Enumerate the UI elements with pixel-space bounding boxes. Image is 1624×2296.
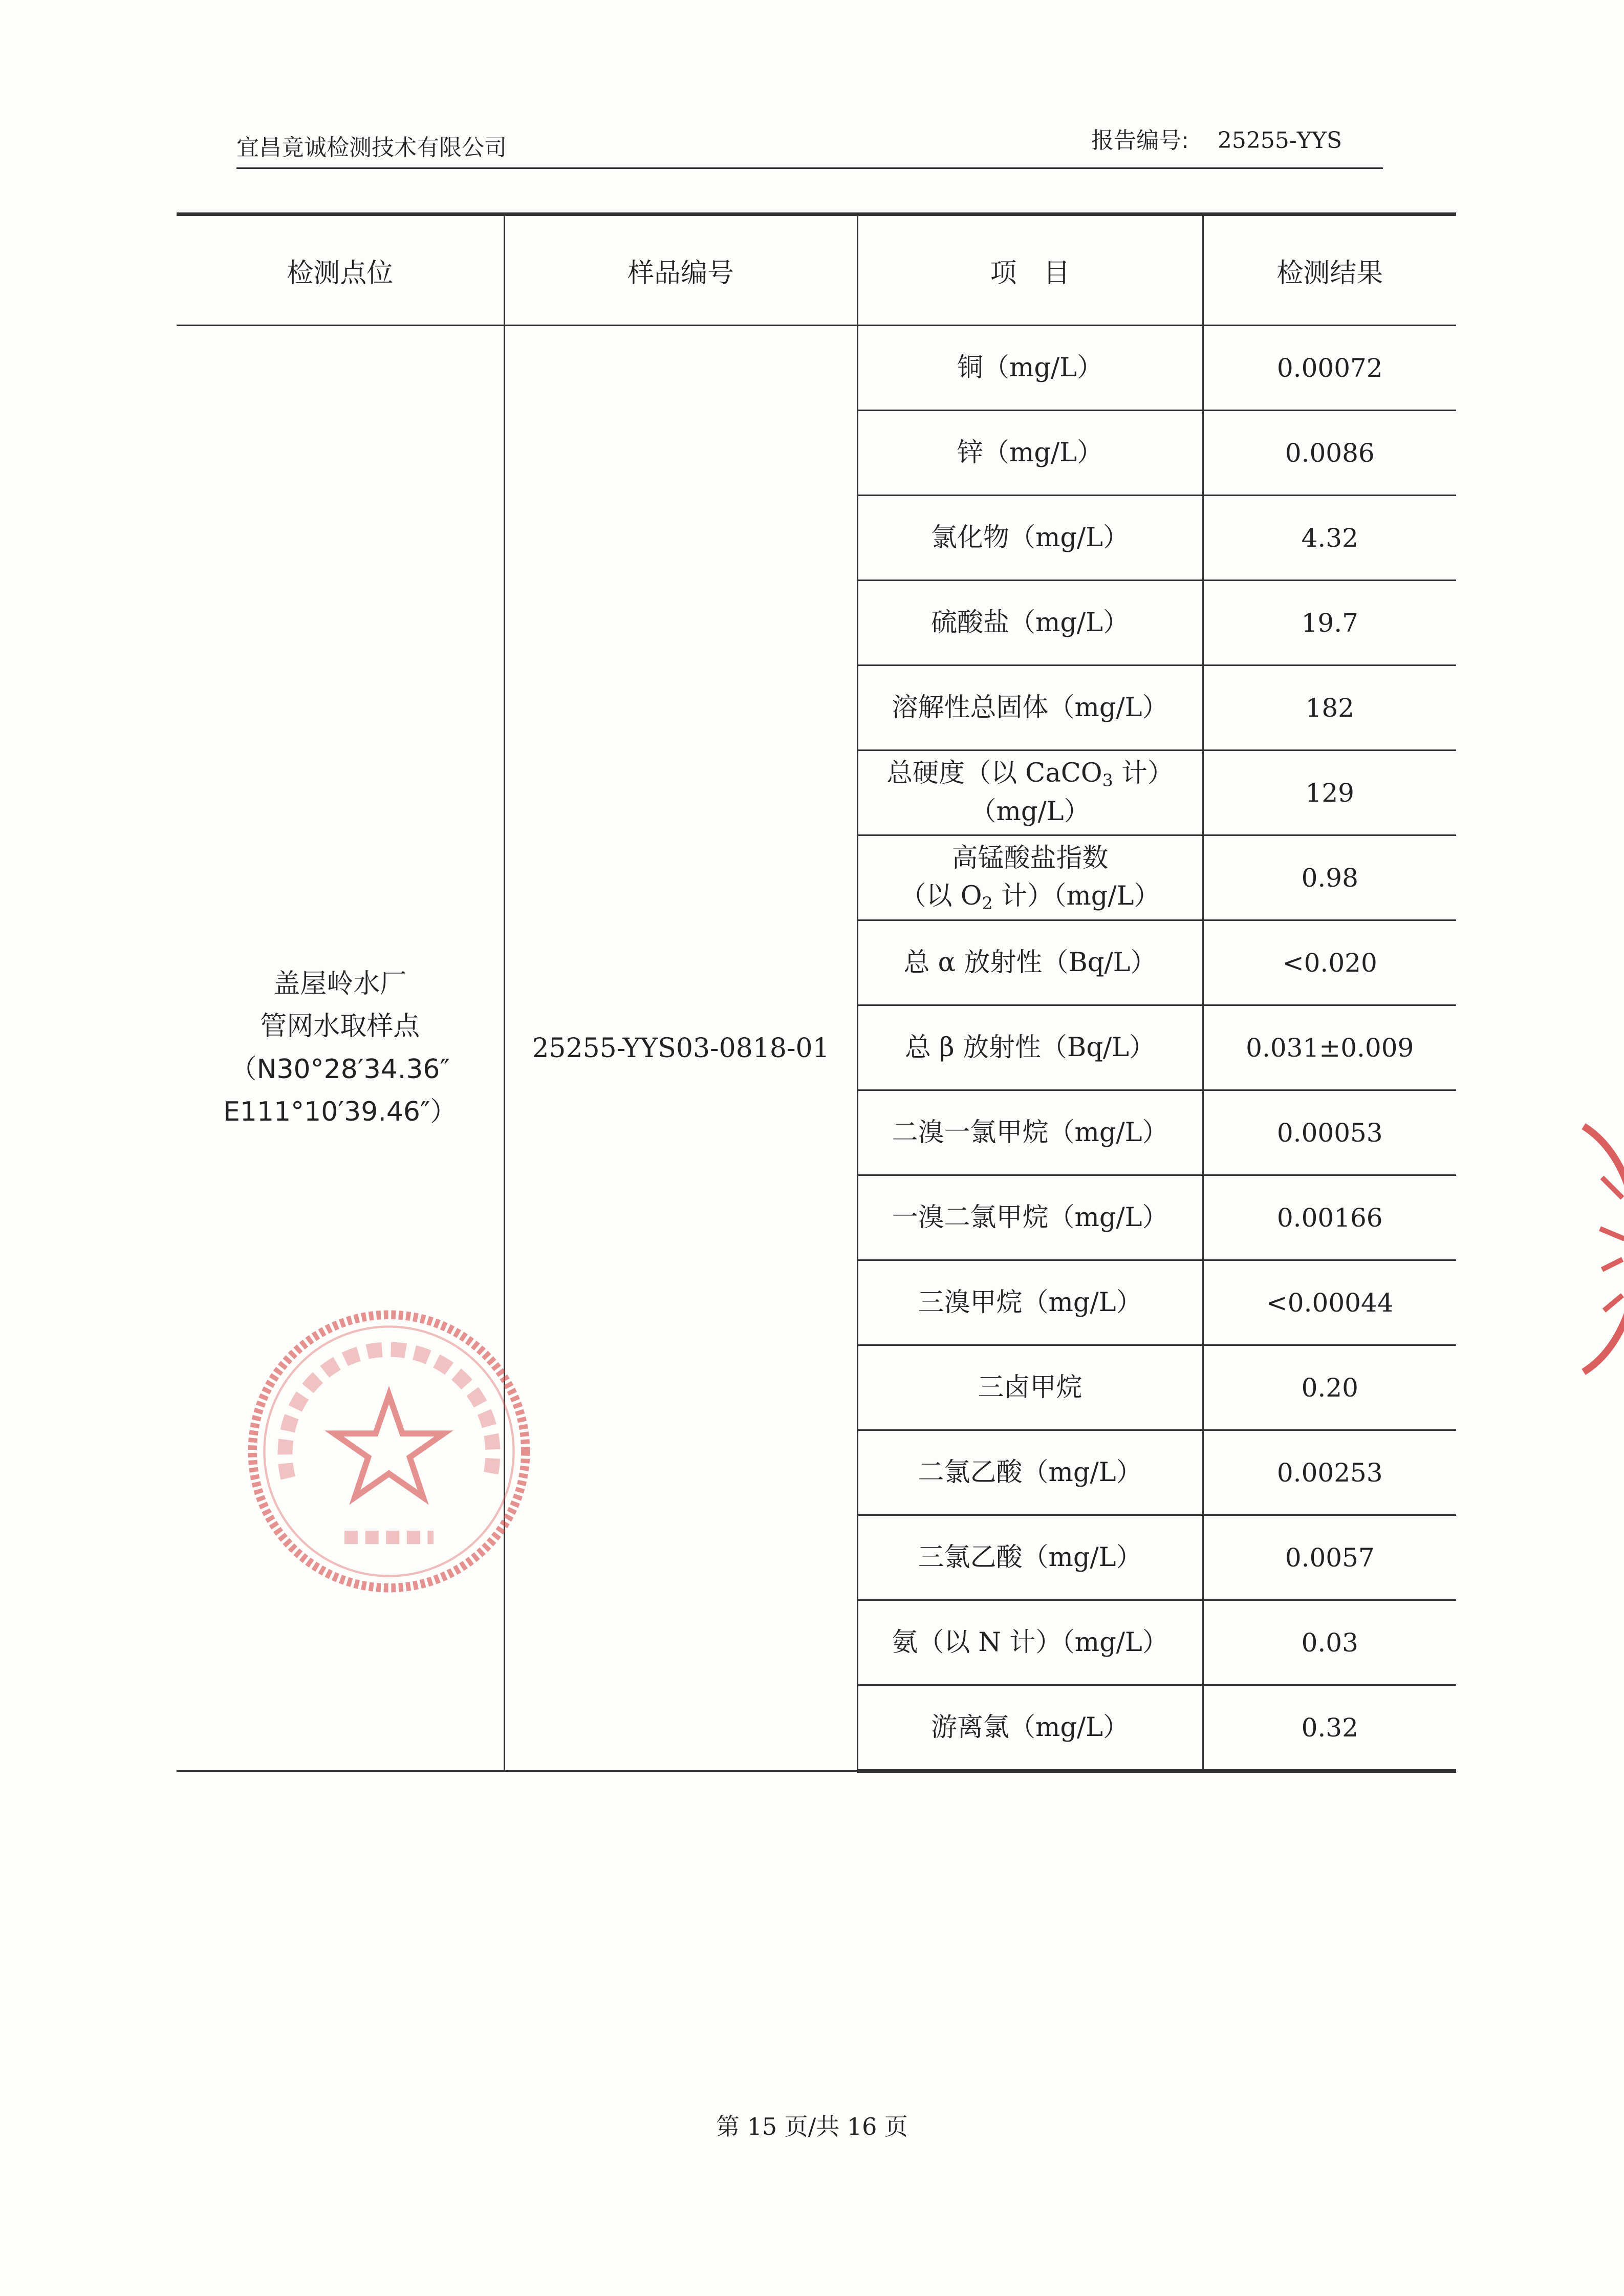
company-name: 宜昌竟诚检测技术有限公司 [236,135,507,161]
item-cell: 二溴一氯甲烷（mg/L） [857,1090,1203,1175]
item-cell [857,835,1203,920]
item-cell: 二氯乙酸（mg/L） [857,1430,1203,1515]
result-cell: 0.20 [1203,1345,1456,1430]
report-number-value: 25255-YYS [1217,127,1342,154]
result-cell: <0.00044 [1203,1260,1456,1345]
result-cell: 0.00072 [1203,326,1456,411]
red-official-seal [241,1303,537,1600]
location-line: E111°10′39.46″） [223,1096,457,1127]
item-cell: 氯化物（mg/L） [857,496,1203,581]
report-number [1091,122,1342,155]
result-cell: 0.03 [1203,1600,1456,1685]
item-cell: 锌（mg/L） [857,411,1203,496]
result-cell: 0.00166 [1203,1175,1456,1260]
result-cell: 129 [1203,750,1456,835]
item-line [864,755,1196,792]
report-number-label: 报告编号: [1091,127,1189,154]
item-line: （mg/L） [970,796,1090,827]
item-cell: 游离氯（mg/L） [857,1685,1203,1771]
item-cell: 溶解性总固体（mg/L） [857,666,1203,750]
item-cell: 氨（以 N 计）（mg/L） [857,1600,1203,1685]
location-line: 管网水取样点 [260,1011,420,1042]
item-text: 计）（mg/L） [992,881,1160,912]
item-subscript: 3 [1102,770,1113,790]
table-header-row [177,214,1456,326]
red-seal-fragment [1582,1116,1624,1382]
item-cell: 总 α 放射性（Bq/L） [857,920,1203,1005]
item-cell [857,750,1203,835]
table-row [177,326,1456,411]
column-header: 项 目 [857,214,1203,326]
page-header [236,128,1383,169]
result-cell: 0.00053 [1203,1090,1456,1175]
item-text: 总硬度（以 CaCO [886,758,1102,789]
result-cell: 0.00253 [1203,1430,1456,1515]
column-header: 检测结果 [1203,214,1456,326]
item-line [864,877,1196,915]
result-cell: 0.031±0.009 [1203,1005,1456,1090]
item-cell: 三卤甲烷 [857,1345,1203,1430]
item-line: 高锰酸盐指数 [951,843,1109,874]
result-cell: 19.7 [1203,581,1456,666]
item-cell: 硫酸盐（mg/L） [857,581,1203,666]
sample-id-cell: 25255-YYS03-0818-01 [504,326,857,1771]
item-text: 计） [1113,758,1174,789]
page-number: 第 15 页/共 16 页 [716,2113,908,2140]
result-cell: 4.32 [1203,496,1456,581]
result-cell: 0.0057 [1203,1515,1456,1600]
header-rule [236,167,1383,169]
item-cell: 总 β 放射性（Bq/L） [857,1005,1203,1090]
item-cell: 三溴甲烷（mg/L） [857,1260,1203,1345]
column-header: 样品编号 [504,214,857,326]
result-cell: 0.0086 [1203,411,1456,496]
item-subscript: 2 [982,893,993,913]
location-line: （N30°28′34.36″ [230,1054,450,1085]
item-text: （以 O [900,881,982,912]
column-header: 检测点位 [177,214,504,326]
result-cell: 182 [1203,666,1456,750]
location-line: 盖屋岭水厂 [273,969,407,1000]
item-cell: 一溴二氯甲烷（mg/L） [857,1175,1203,1260]
result-cell: <0.020 [1203,920,1456,1005]
item-cell: 铜（mg/L） [857,326,1203,411]
item-cell: 三氯乙酸（mg/L） [857,1515,1203,1600]
result-cell: 0.32 [1203,1685,1456,1771]
result-cell: 0.98 [1203,835,1456,920]
